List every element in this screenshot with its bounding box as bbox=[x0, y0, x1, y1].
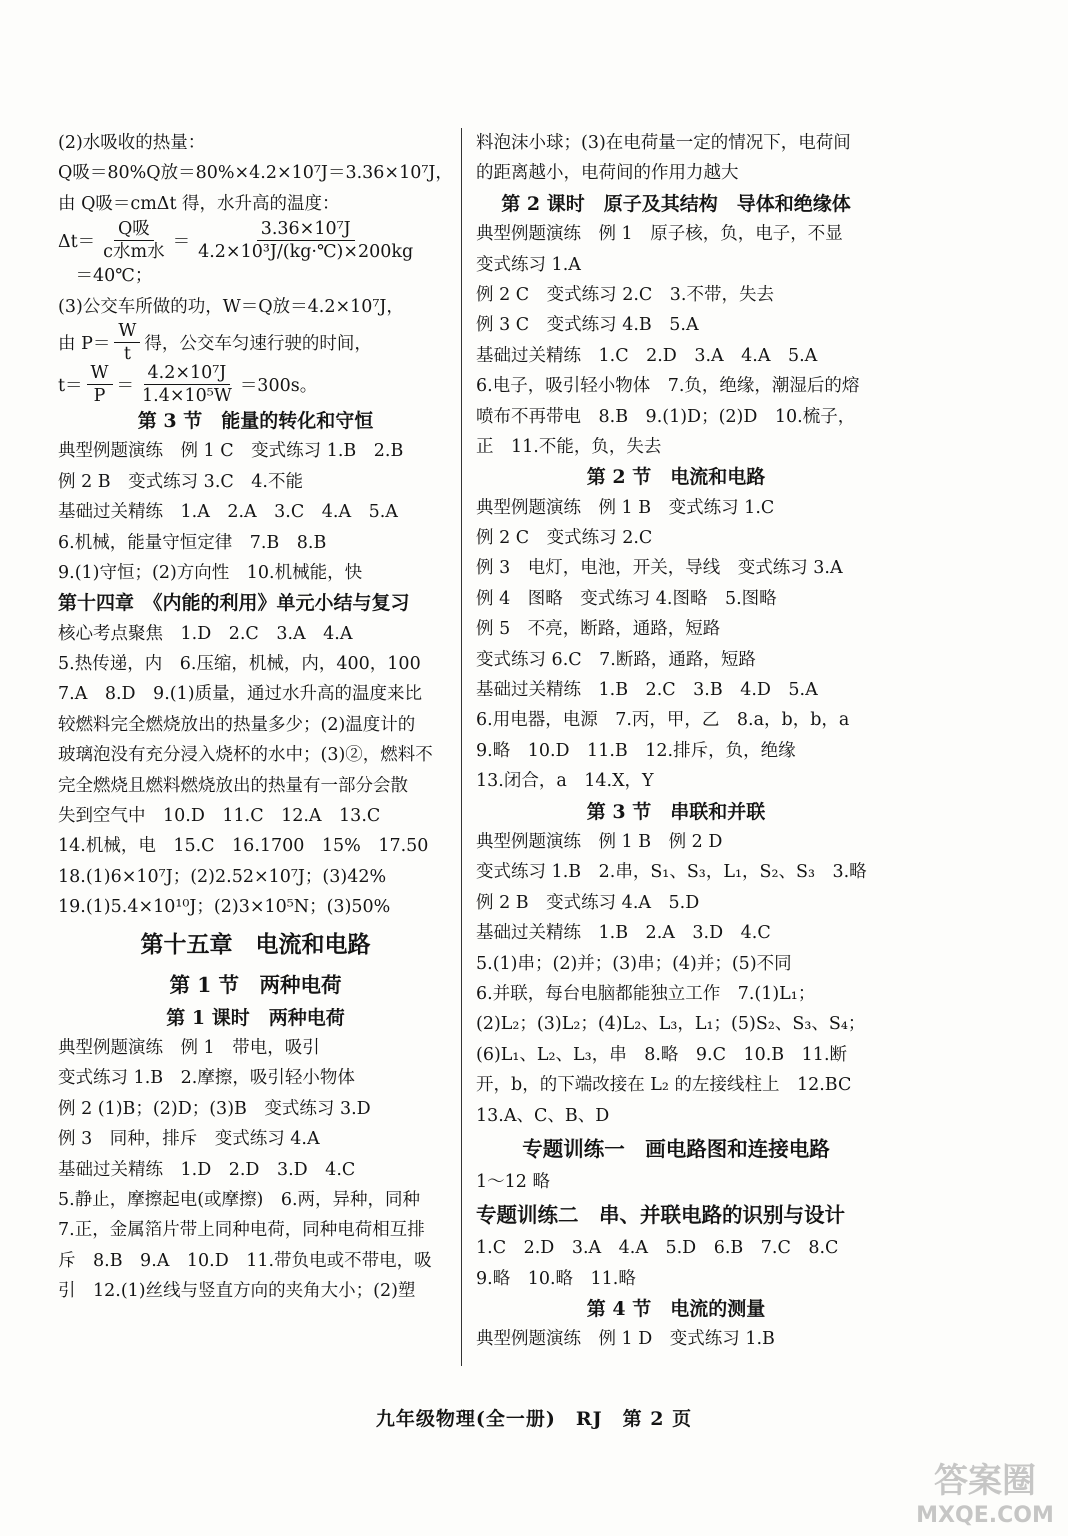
text-line: 19.(1)5.4×10¹⁰J；(2)3×10⁵N；(3)50% bbox=[58, 897, 391, 918]
text-line: 典型例题演练 例 1 B 例 2 D bbox=[476, 831, 723, 852]
fraction-numerator: W bbox=[114, 321, 140, 343]
fraction-numerator: 3.36×10⁷J bbox=[257, 219, 355, 241]
section-heading: 第 3 节 能量的转化和守恒 bbox=[137, 409, 374, 432]
watermark-domain: MXQE.COM bbox=[916, 1503, 1054, 1528]
watermark-logo bbox=[910, 1450, 1060, 1530]
text-line: 9.(1)守恒；(2)方向性 10.机械能，快 bbox=[58, 562, 363, 583]
text-line: 13.闭合，a 14.X，Y bbox=[476, 771, 654, 792]
text-line: 例 2 (1)B；(2)D；(3)B 变式练习 3.D bbox=[58, 1098, 371, 1119]
text-line: 例 2 C 变式练习 2.C bbox=[476, 528, 653, 549]
text-line: 开，b，的下端改接在 L₂ 的左接线柱上 12.BC bbox=[476, 1075, 852, 1096]
chapter-review-heading: 第十四章 《内能的利用》单元小结与复习 bbox=[58, 592, 410, 615]
text-line: 的距离越小，电荷间的作用力越大 bbox=[476, 163, 739, 184]
text-line: 典型例题演练 例 1 原子核，负，电子，不显 bbox=[476, 224, 843, 245]
section-heading: 第 3 节 串联和并联 bbox=[586, 800, 766, 823]
text-line: 基础过关精练 1.C 2.D 3.A 4.A 5.A bbox=[476, 345, 818, 366]
formula-part: 得，公交车匀速行驶的时间， bbox=[144, 334, 372, 355]
formula-part: 由 P＝ bbox=[58, 334, 111, 355]
fraction-numerator: 4.2×10⁷J bbox=[144, 363, 231, 385]
fraction bbox=[99, 219, 168, 262]
fraction-denominator: c水m水 bbox=[103, 241, 165, 262]
formula-part: Δt＝ bbox=[58, 231, 96, 252]
text-line: (3)公交车所做的功，W＝Q放＝4.2×10⁷J， bbox=[58, 296, 404, 317]
text-line: 失到空气中 10.D 11.C 12.A 13.C bbox=[58, 806, 381, 827]
text-line: (2)水吸收的热量： bbox=[58, 133, 206, 153]
text-line: 5.(1)串；(2)并；(3)串；(4)并；(5)不同 bbox=[476, 953, 792, 974]
text-line: (6)L₁、L₂、L₃，串 8.略 9.C 10.B 11.断 bbox=[476, 1044, 848, 1065]
text-line: 9.略 10.略 11.略 bbox=[476, 1268, 636, 1289]
text-line: 例 2 C 变式练习 2.C 3.不带，失去 bbox=[476, 284, 774, 305]
fraction-denominator: 1.4×10⁵W bbox=[142, 386, 232, 407]
text-line: (2)L₂；(3)L₂；(4)L₂、L₃，L₁；(5)S₂、S₃、S₄； bbox=[476, 1014, 866, 1035]
text-line: 变式练习 1.B 2.摩擦，吸引轻小物体 bbox=[58, 1068, 355, 1089]
fraction-numerator: Q吸 bbox=[114, 219, 154, 241]
text-line: ＝40℃； bbox=[58, 266, 153, 287]
fraction bbox=[194, 219, 417, 262]
text-line: 典型例题演练 例 1 B 变式练习 1.C bbox=[476, 497, 775, 518]
text-line: 玻璃泡没有充分浸入烧杯的水中；(3)②，燃料不 bbox=[58, 745, 433, 766]
section-heading: 第 4 节 电流的测量 bbox=[586, 1298, 766, 1321]
formula-time bbox=[58, 364, 453, 406]
text-line: 变式练习 6.C 7.断路，通路，短路 bbox=[476, 649, 756, 670]
fraction-denominator: P bbox=[93, 386, 106, 407]
formula-power bbox=[58, 322, 453, 364]
text-line: 13.A、C、B、D bbox=[476, 1105, 610, 1126]
text-line: 喷布不再带电 8.B 9.(1)D；(2)D 10.梳子， bbox=[476, 406, 856, 427]
text-line: 典型例题演练 例 1 C 变式练习 1.B 2.B bbox=[58, 441, 404, 462]
text-line: 9.略 10.D 11.B 12.排斥，负，绝缘 bbox=[476, 740, 796, 761]
text-line: 基础过关精练 1.A 2.A 3.C 4.A 5.A bbox=[58, 502, 398, 523]
chapter-title: 第十五章 电流和电路 bbox=[140, 930, 371, 958]
text-line: 例 4 图略 变式练习 4.图略 5.图略 bbox=[476, 588, 777, 609]
text-line: 核心考点聚焦 1.D 2.C 3.A 4.A bbox=[58, 623, 353, 644]
page-footer: 九年级物理(全一册) RJ 第 2 页 bbox=[375, 1408, 693, 1430]
topic-training-heading: 专题训练一 画电路图和连接电路 bbox=[522, 1136, 830, 1161]
text-line: 料泡沫小球；(3)在电荷量一定的情况下，电荷间 bbox=[476, 133, 851, 153]
text-line: 斥 8.B 9.A 10.D 11.带负电或不带电，吸 bbox=[58, 1250, 432, 1271]
text-line: 例 3 电灯，电池，开关，导线 变式练习 3.A bbox=[476, 558, 843, 579]
text-line: Q吸＝80%Q放＝80%×4.2×10⁷J＝3.36×10⁷J， bbox=[58, 163, 453, 184]
text-line: 5.静止，摩擦起电(或摩擦) 6.两，异种，同种 bbox=[58, 1189, 421, 1210]
lesson-heading: 第 2 课时 原子及其结构 导体和绝缘体 bbox=[501, 192, 851, 215]
text-line: 典型例题演练 例 1 D 变式练习 1.B bbox=[476, 1329, 775, 1350]
text-line: 基础过关精练 1.B 2.A 3.D 4.C bbox=[476, 923, 771, 944]
formula-part: ＝300s。 bbox=[239, 376, 318, 397]
section-heading: 第 2 节 电流和电路 bbox=[586, 466, 766, 489]
fraction bbox=[138, 363, 236, 406]
text-line: 18.(1)6×10⁷J；(2)2.52×10⁷J；(3)42% bbox=[58, 866, 387, 887]
text-line: 7.A 8.D 9.(1)质量，通过水升高的温度来比 bbox=[58, 684, 423, 705]
text-line: 14.机械，电 15.C 16.1700 15% 17.50 bbox=[58, 836, 429, 857]
watermark-title: 答案圈 bbox=[934, 1461, 1036, 1501]
text-line: 5.热传递，内 6.压缩，机械，内，400，100 bbox=[58, 654, 421, 675]
column-divider bbox=[461, 128, 462, 1366]
text-line: 较燃料完全燃烧放出的热量多少；(2)温度计的 bbox=[58, 714, 416, 735]
section-heading: 第 1 节 两种电荷 bbox=[169, 972, 342, 997]
fraction-numerator: W bbox=[87, 363, 113, 385]
fraction bbox=[87, 363, 113, 406]
text-line: 例 2 B 变式练习 4.A 5.D bbox=[476, 892, 700, 913]
text-line: 7.正，金属箔片带上同种电荷，同种电荷相互排 bbox=[58, 1220, 425, 1241]
right-column bbox=[476, 128, 876, 1355]
text-line: 正 11.不能，负，失去 bbox=[476, 436, 662, 457]
topic-training-heading: 专题训练二 串、并联电路的识别与设计 bbox=[476, 1203, 845, 1228]
text-line: 例 5 不亮，断路，通路，短路 bbox=[476, 619, 721, 640]
text-line: 例 3 同种，排斥 变式练习 4.A bbox=[58, 1129, 320, 1150]
text-line: 6.电子，吸引轻小物体 7.负，绝缘，潮湿后的熔 bbox=[476, 376, 860, 397]
formula-delta-t bbox=[58, 219, 453, 261]
text-line: 典型例题演练 例 1 带电，吸引 bbox=[58, 1037, 320, 1058]
text-line: 6.并联，每台电脑都能独立工作 7.(1)L₁； bbox=[476, 983, 816, 1004]
text-line: 变式练习 1.A bbox=[476, 254, 581, 275]
text-line: 例 3 C 变式练习 4.B 5.A bbox=[476, 315, 699, 336]
text-line: 基础过关精练 1.D 2.D 3.D 4.C bbox=[58, 1159, 356, 1180]
formula-part: t＝ bbox=[58, 376, 83, 397]
text-line: 引 12.(1)丝线与竖直方向的夹角大小；(2)塑 bbox=[58, 1281, 416, 1302]
left-column bbox=[58, 128, 453, 1307]
fraction-denominator: 4.2×10³J/(kg·℃)×200kg bbox=[198, 241, 414, 262]
text-line: 6.机械，能量守恒定律 7.B 8.B bbox=[58, 532, 327, 553]
fraction-denominator: t bbox=[123, 344, 131, 365]
text-line: 变式练习 1.B 2.串，S₁、S₃，L₁，S₂、S₃ 3.略 bbox=[476, 862, 867, 883]
text-line: 1.C 2.D 3.A 4.A 5.D 6.B 7.C 8.C bbox=[476, 1238, 839, 1259]
formula-part: ＝ bbox=[172, 231, 191, 252]
text-line: 6.用电器，电源 7.丙，甲，乙 8.a，b，b，a bbox=[476, 710, 850, 731]
text-line: 基础过关精练 1.B 2.C 3.B 4.D 5.A bbox=[476, 680, 818, 701]
fraction bbox=[114, 321, 140, 364]
formula-part: ＝ bbox=[116, 376, 135, 397]
lesson-heading: 第 1 课时 两种电荷 bbox=[166, 1006, 345, 1029]
text-line: 例 2 B 变式练习 3.C 4.不能 bbox=[58, 471, 303, 492]
text-line: 1～12 略 bbox=[476, 1171, 550, 1192]
text-line: 完全燃烧且燃料燃烧放出的热量有一部分会散 bbox=[58, 775, 408, 796]
text-line: 由 Q吸＝cmΔt 得，水升高的温度： bbox=[58, 193, 340, 214]
